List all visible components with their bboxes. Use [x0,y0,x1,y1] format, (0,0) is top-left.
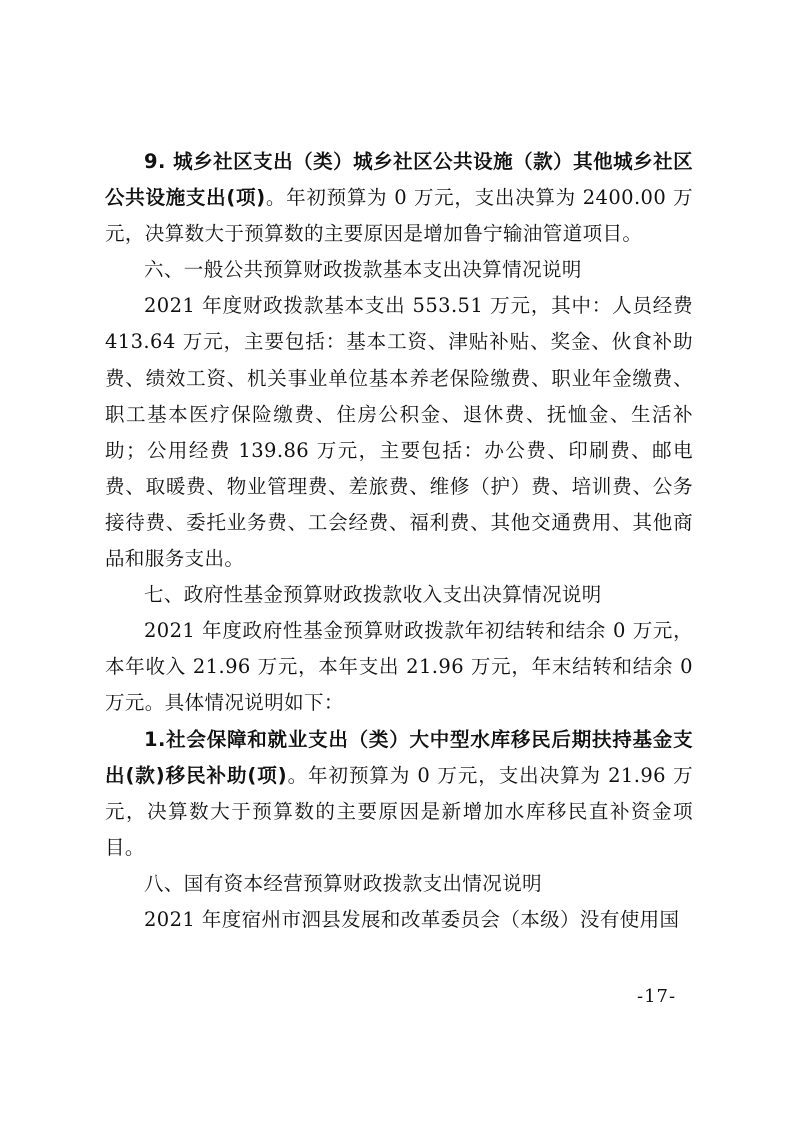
section-heading-8: 八、国有资本经营预算财政拨款支出情况说明 [144,871,543,895]
page-number: -17- [637,986,677,1007]
item-1-text: 。年初预算为 0 万元，支出决算为 21.96 万元，决算数大于预算数的主要原因是新增加水库移民直补资金项目。 [105,763,693,859]
section-heading-7: 七、政府性基金预算财政拨款收入支出决算情况说明 [144,583,602,607]
paragraph-fund-budget: 2021 年度政府性基金预算财政拨款年初结转和结余 0 万元，本年收入 21.96 万元，本年支出 21.96 万元，年末结转和结余 0 万元。具体情况说明如下： [105,619,693,715]
document-body [105,144,693,938]
paragraph-item-9 [105,144,693,252]
paragraph-state-capital: 2021 年度宿州市泗县发展和改革委员会（本级）没有使用国 [144,907,680,931]
paragraph-item-1 [105,722,693,866]
item-9-title: 9. 城乡社区支出（类）城乡社区公共设施（款）其他城乡社区公共设施支出(项) [105,150,693,210]
item-9-text: 。年初预算为 0 万元，支出决算为 2400.00 万元，决算数大于预算数的主要原因是增加鲁宁输油管道项目。 [105,186,693,246]
item-1-title: 1.社会保障和就业支出（类）大中型水库移民后期扶持基金支出(款)移民补助(项) [105,727,693,787]
paragraph-basic-expenditure: 2021 年度财政拨款基本支出 553.51 万元，其中：人员经费 413.64 万元，主要包括：基本工资、津贴补贴、奖金、伙食补助费、绩效工资、机关事业单位基本养老保险缴费、职业年金缴费、职工基本医疗保险缴费、住房公积金、退休费、抚恤金、生活补助；公用经费 139.86 万元，主要包括：办公费、印刷费、邮电费、取暖费、物业管理费、差旅费、维修（护）费、培训费、公务接待费、委托业务费、工会经费、福利费、其他交通费用、其他商品和服务支出。 [105,294,693,571]
section-heading-6: 六、一般公共预算财政拨款基本支出决算情况说明 [144,258,582,282]
